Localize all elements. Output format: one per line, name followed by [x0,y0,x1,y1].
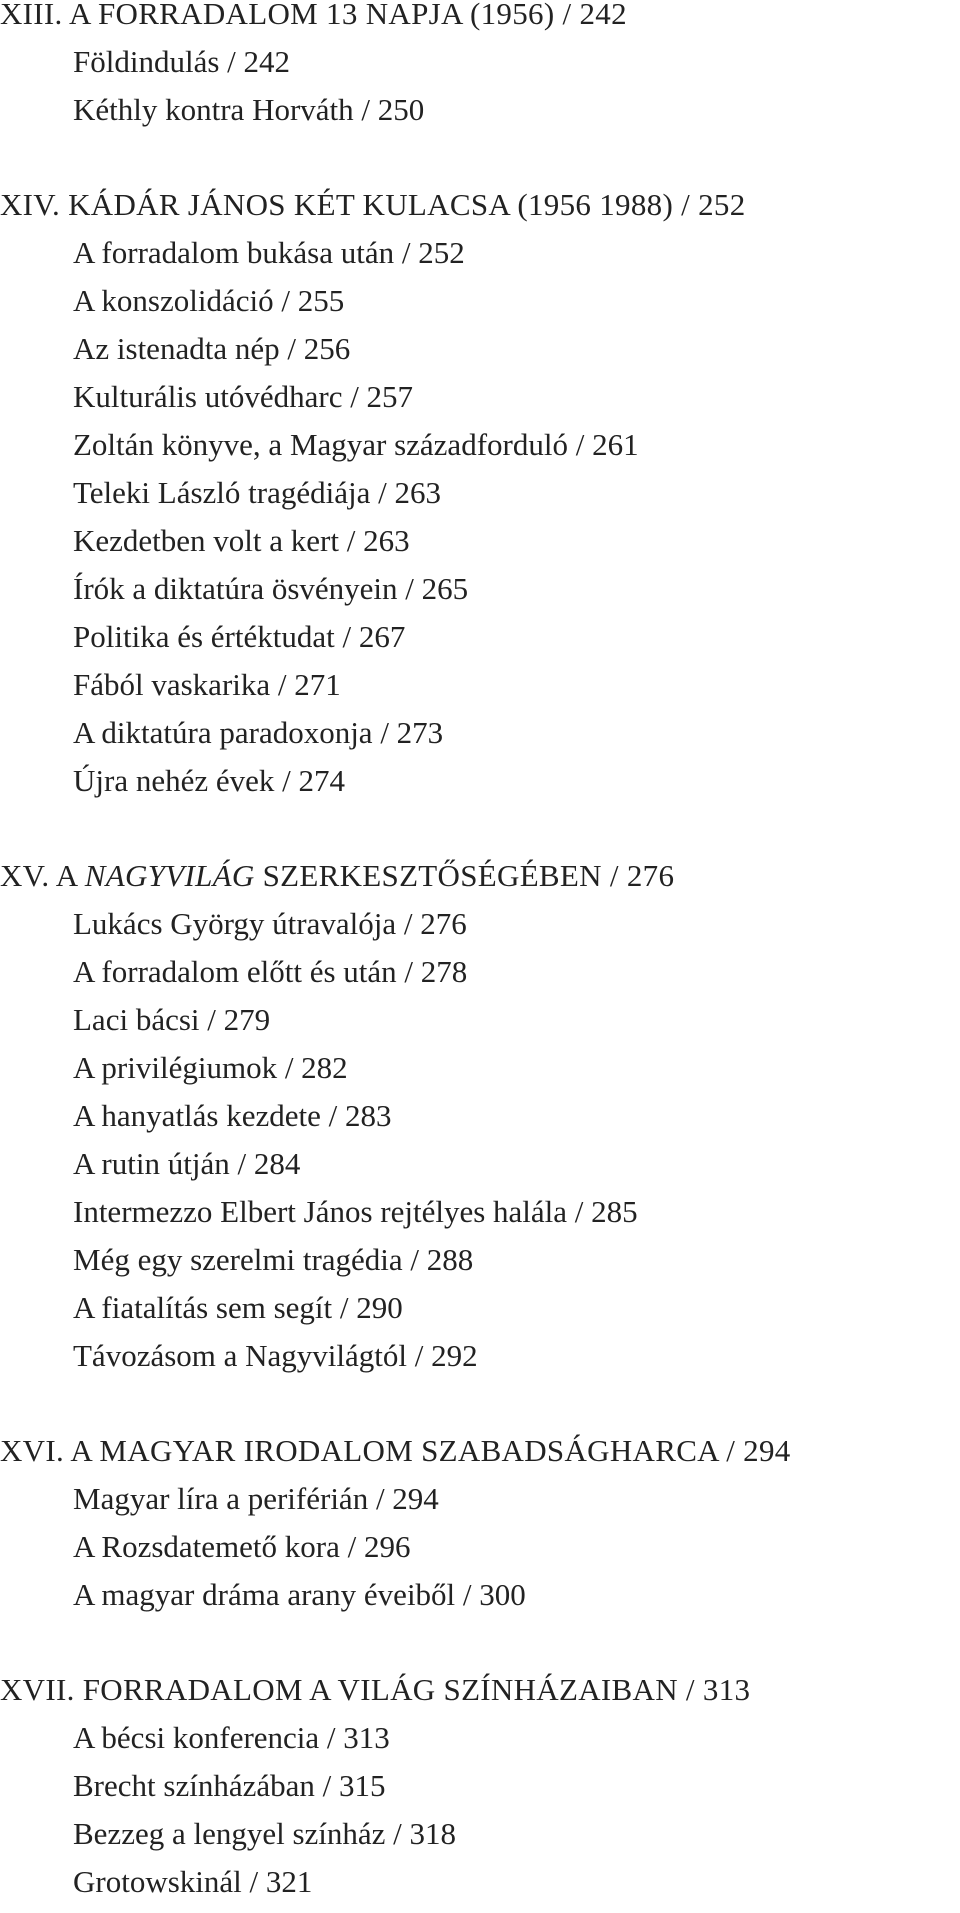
toc-entry: Politika és értéktudat / 267 [73,619,406,654]
toc-entry: A privilégiumok / 282 [73,1050,348,1085]
toc-entry: Lukács György útravalója / 276 [73,906,467,941]
chapter-xvii [0,1666,960,1906]
heading-italic-title: NAGYVILÁG [84,858,255,893]
toc-entry: Bezzeg a lengyel színház / 318 [73,1816,457,1851]
toc-entry: Intermezzo Elbert János rejtélyes halála / 285 [73,1194,638,1229]
toc-entry: Zoltán könyve, a Magyar századforduló / 261 [73,427,639,462]
toc-entry: Írók a diktatúra ösvényein / 265 [73,571,469,606]
chapter-heading: XIII. A FORRADALOM 13 NAPJA (1956) / 242 [0,0,627,31]
toc-entry: Brecht színházában / 315 [73,1768,386,1803]
chapter-gap [0,1380,960,1427]
chapter-gap [0,134,960,181]
heading-prefix: XV. A [0,858,85,893]
heading-suffix: SZERKESZTŐSÉGÉBEN / 276 [254,858,675,893]
toc-entry: A bécsi konferencia / 313 [73,1720,390,1755]
toc-entry: Földindulás / 242 [73,44,291,79]
toc-entry: Még egy szerelmi tragédia / 288 [73,1242,474,1277]
chapter-heading: XVII. FORRADALOM A VILÁG SZÍNHÁZAIBAN / 313 [0,1672,751,1707]
chapter-xiii [0,0,960,134]
toc-entry: A magyar dráma arany éveiből / 300 [73,1577,526,1612]
toc-entry: Távozásom a Nagyvilágtól / 292 [73,1338,478,1373]
toc-entry: A hanyatlás kezdete / 283 [73,1098,392,1133]
toc-entry: A rutin útján / 284 [73,1146,301,1181]
chapter-heading [0,852,960,900]
chapter-heading: XVI. A MAGYAR IRODALOM SZABADSÁGHARCA / 294 [0,1433,791,1468]
chapter-gap [0,1619,960,1666]
chapter-heading: XIV. KÁDÁR JÁNOS KÉT KULACSA (1956 1988) / 252 [0,187,746,222]
toc-entry: Laci bácsi / 279 [73,1002,271,1037]
chapter-xv [0,852,960,1380]
toc-entry: Kéthly kontra Horváth / 250 [73,92,425,127]
toc-entry: A fiatalítás sem segít / 290 [73,1290,403,1325]
toc-entry: Az istenadta nép / 256 [73,331,351,366]
toc-entry: A forradalom előtt és után / 278 [73,954,468,989]
toc-entry: A forradalom bukása után / 252 [73,235,465,270]
chapter-gap [0,805,960,852]
chapter-xvi [0,1427,960,1619]
toc-entry: Kulturális utóvédharc / 257 [73,379,414,414]
toc-entry: Újra nehéz évek / 274 [73,763,345,798]
chapter-xiv [0,181,960,805]
toc-entry: Fából vaskarika / 271 [73,667,341,702]
toc-entry: Kezdetben volt a kert / 263 [73,523,410,558]
toc-entry: A Rozsdatemető kora / 296 [73,1529,411,1564]
toc-entry: Grotowskinál / 321 [73,1864,313,1899]
toc-entry: Teleki László tragédiája / 263 [73,475,441,510]
toc-entry: A diktatúra paradoxonja / 273 [73,715,444,750]
toc-entry: Magyar líra a periférián / 294 [73,1481,439,1516]
toc-entry: A konszolidáció / 255 [73,283,345,318]
